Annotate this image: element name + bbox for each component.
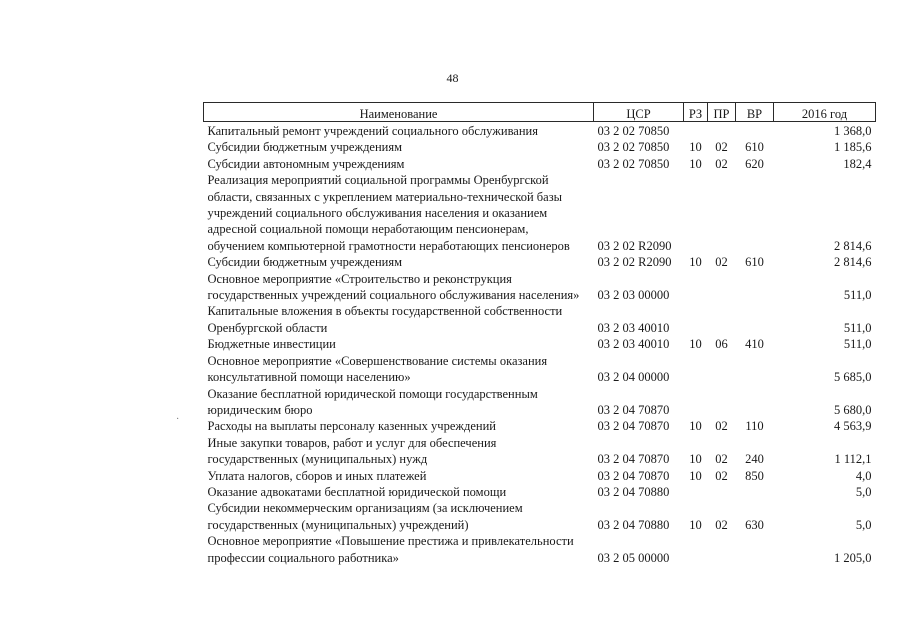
cell-amount: 511,0 xyxy=(843,320,872,335)
table-row xyxy=(204,418,876,434)
cell-vr xyxy=(736,386,774,419)
cell-csr: 03 2 04 70880 xyxy=(597,517,670,532)
cell-amount: 5 685,0 xyxy=(834,370,872,385)
cell-vr xyxy=(736,122,774,140)
cell-amount: 1 112,1 xyxy=(834,452,872,467)
header-pr: ПР xyxy=(708,103,736,122)
cell-rz: 10 xyxy=(689,156,702,171)
cell-rz xyxy=(684,303,708,336)
cell-vr: 610 xyxy=(745,255,764,270)
cell-pr: 02 xyxy=(715,517,728,532)
cell-rz xyxy=(684,386,708,419)
cell-name: Расходы на выплаты персоналу казенных учреждений xyxy=(207,419,496,434)
cell-pr: 02 xyxy=(715,156,728,171)
budget-table xyxy=(203,102,876,566)
table-row xyxy=(204,172,876,254)
cell-vr: 630 xyxy=(745,517,764,532)
cell-csr: 03 2 02 R2090 xyxy=(597,255,672,270)
cell-rz: 10 xyxy=(689,337,702,352)
cell-name: Основное мероприятие «Совершенствование системы оказания консультативной помощи населению» xyxy=(207,353,548,385)
table-row xyxy=(204,500,876,533)
table-row xyxy=(204,435,876,468)
cell-rz xyxy=(684,271,708,304)
margin-mark: · xyxy=(176,414,180,425)
table-body xyxy=(204,122,876,566)
cell-amount: 182,4 xyxy=(843,156,872,171)
table-row xyxy=(204,303,876,336)
cell-name: Субсидии автономным учреждениям xyxy=(207,156,405,171)
cell-csr: 03 2 03 40010 xyxy=(597,320,670,335)
cell-rz: 10 xyxy=(689,419,702,434)
cell-pr xyxy=(708,271,736,304)
cell-vr: 240 xyxy=(745,452,764,467)
cell-name: Субсидии бюджетным учреждениям xyxy=(207,255,403,270)
cell-vr: 620 xyxy=(745,156,764,171)
cell-pr xyxy=(708,533,736,566)
cell-name: Капитальный ремонт учреждений социального обслуживания xyxy=(207,124,538,138)
table-row xyxy=(204,336,876,352)
cell-pr xyxy=(708,484,736,500)
cell-rz: 10 xyxy=(689,140,702,155)
cell-amount: 1 185,6 xyxy=(834,140,872,155)
cell-name: Уплата налогов, сборов и иных платежей xyxy=(207,468,427,483)
cell-pr xyxy=(708,303,736,336)
cell-csr: 03 2 02 R2090 xyxy=(597,238,672,253)
cell-amount: 4,0 xyxy=(855,468,872,483)
cell-name: Оказание бесплатной юридической помощи государственным юридическим бюро xyxy=(207,386,538,417)
cell-pr: 06 xyxy=(715,337,728,352)
cell-pr: 02 xyxy=(715,255,728,270)
cell-amount: 2 814,6 xyxy=(834,255,872,270)
cell-name: Реализация мероприятий социальной программы Оренбургской области, связанных с укреплением материально-технической базы учреждений социального обслуживания населения и оказанием адресной социальной помощи неработающим пенсионерам, обучением компьютерной грамотности неработающих пенсионеров xyxy=(207,173,570,253)
cell-vr: 110 xyxy=(745,419,764,434)
cell-csr: 03 2 02 70850 xyxy=(597,140,670,155)
cell-csr: 03 2 04 70880 xyxy=(597,484,670,499)
cell-rz xyxy=(684,484,708,500)
cell-amount: 5 680,0 xyxy=(834,402,872,417)
cell-pr: 02 xyxy=(715,452,728,467)
cell-csr: 03 2 05 00000 xyxy=(597,550,670,565)
page-number: 48 xyxy=(446,71,459,85)
cell-name: Субсидии бюджетным учреждениям xyxy=(207,140,403,155)
cell-vr xyxy=(736,353,774,386)
table-row xyxy=(204,468,876,484)
cell-name: Субсидии некоммерческим организациям (за исключением государственных (муниципальных) учреждений) xyxy=(207,501,523,532)
cell-csr: 03 2 04 70870 xyxy=(597,468,670,483)
cell-rz: 10 xyxy=(689,255,702,270)
cell-rz: 10 xyxy=(689,452,702,467)
cell-vr xyxy=(736,303,774,336)
cell-rz xyxy=(684,533,708,566)
cell-name: Капитальные вложения в объекты государственной собственности Оренбургской области xyxy=(207,304,563,335)
table-row xyxy=(204,254,876,270)
table-row xyxy=(204,156,876,172)
cell-csr: 03 2 02 70850 xyxy=(597,124,670,138)
cell-amount: 2 814,6 xyxy=(834,238,872,253)
table-row xyxy=(204,484,876,500)
table-header xyxy=(204,103,876,122)
cell-csr: 03 2 04 00000 xyxy=(597,370,670,385)
header-rz: РЗ xyxy=(684,103,708,122)
cell-amount: 1 205,0 xyxy=(834,550,872,565)
cell-name: Основное мероприятие «Строительство и реконструкция государственных учреждений социального обслуживания населения» xyxy=(207,271,580,303)
cell-csr: 03 2 04 70870 xyxy=(597,402,670,417)
table-row xyxy=(204,271,876,304)
cell-amount: 1 368,0 xyxy=(834,124,872,138)
cell-amount: 511,0 xyxy=(843,337,872,352)
cell-rz: 10 xyxy=(689,468,702,483)
cell-csr: 03 2 04 70870 xyxy=(597,419,670,434)
cell-name: Бюджетные инвестиции xyxy=(207,337,336,352)
cell-rz: 10 xyxy=(689,517,702,532)
cell-name: Иные закупки товаров, работ и услуг для обеспечения государственных (муниципальных) нужд xyxy=(207,435,497,467)
header-year: 2016 год xyxy=(774,103,876,122)
header-vr: ВР xyxy=(736,103,774,122)
cell-vr xyxy=(736,533,774,566)
header-name: Наименование xyxy=(204,103,594,122)
cell-pr xyxy=(708,386,736,419)
cell-amount: 5,0 xyxy=(855,484,872,499)
cell-vr: 850 xyxy=(745,468,764,483)
table-row xyxy=(204,139,876,155)
cell-vr: 410 xyxy=(745,337,764,352)
cell-vr: 610 xyxy=(745,140,764,155)
cell-csr: 03 2 03 40010 xyxy=(597,337,670,352)
cell-amount: 5,0 xyxy=(855,517,872,532)
cell-pr xyxy=(708,353,736,386)
cell-vr xyxy=(736,172,774,254)
cell-csr: 03 2 04 70870 xyxy=(597,452,670,467)
cell-vr xyxy=(736,271,774,304)
cell-amount: 511,0 xyxy=(843,288,872,303)
table-row xyxy=(204,122,876,140)
header-csr: ЦСР xyxy=(594,103,684,122)
cell-rz xyxy=(684,353,708,386)
cell-name: Основное мероприятие «Повышение престижа и привлекательности профессии социального работника» xyxy=(207,534,574,565)
cell-amount: 4 563,9 xyxy=(834,419,872,434)
cell-rz xyxy=(684,172,708,254)
table-row xyxy=(204,353,876,386)
cell-pr: 02 xyxy=(715,419,728,434)
cell-rz xyxy=(684,122,708,140)
cell-name: Оказание адвокатами бесплатной юридической помощи xyxy=(207,484,507,499)
table-row xyxy=(204,533,876,566)
cell-pr: 02 xyxy=(715,140,728,155)
cell-vr xyxy=(736,484,774,500)
cell-pr xyxy=(708,172,736,254)
cell-pr xyxy=(708,122,736,140)
cell-csr: 03 2 02 70850 xyxy=(597,156,670,171)
table-row xyxy=(204,386,876,419)
cell-pr: 02 xyxy=(715,468,728,483)
cell-csr: 03 2 03 00000 xyxy=(597,288,670,303)
